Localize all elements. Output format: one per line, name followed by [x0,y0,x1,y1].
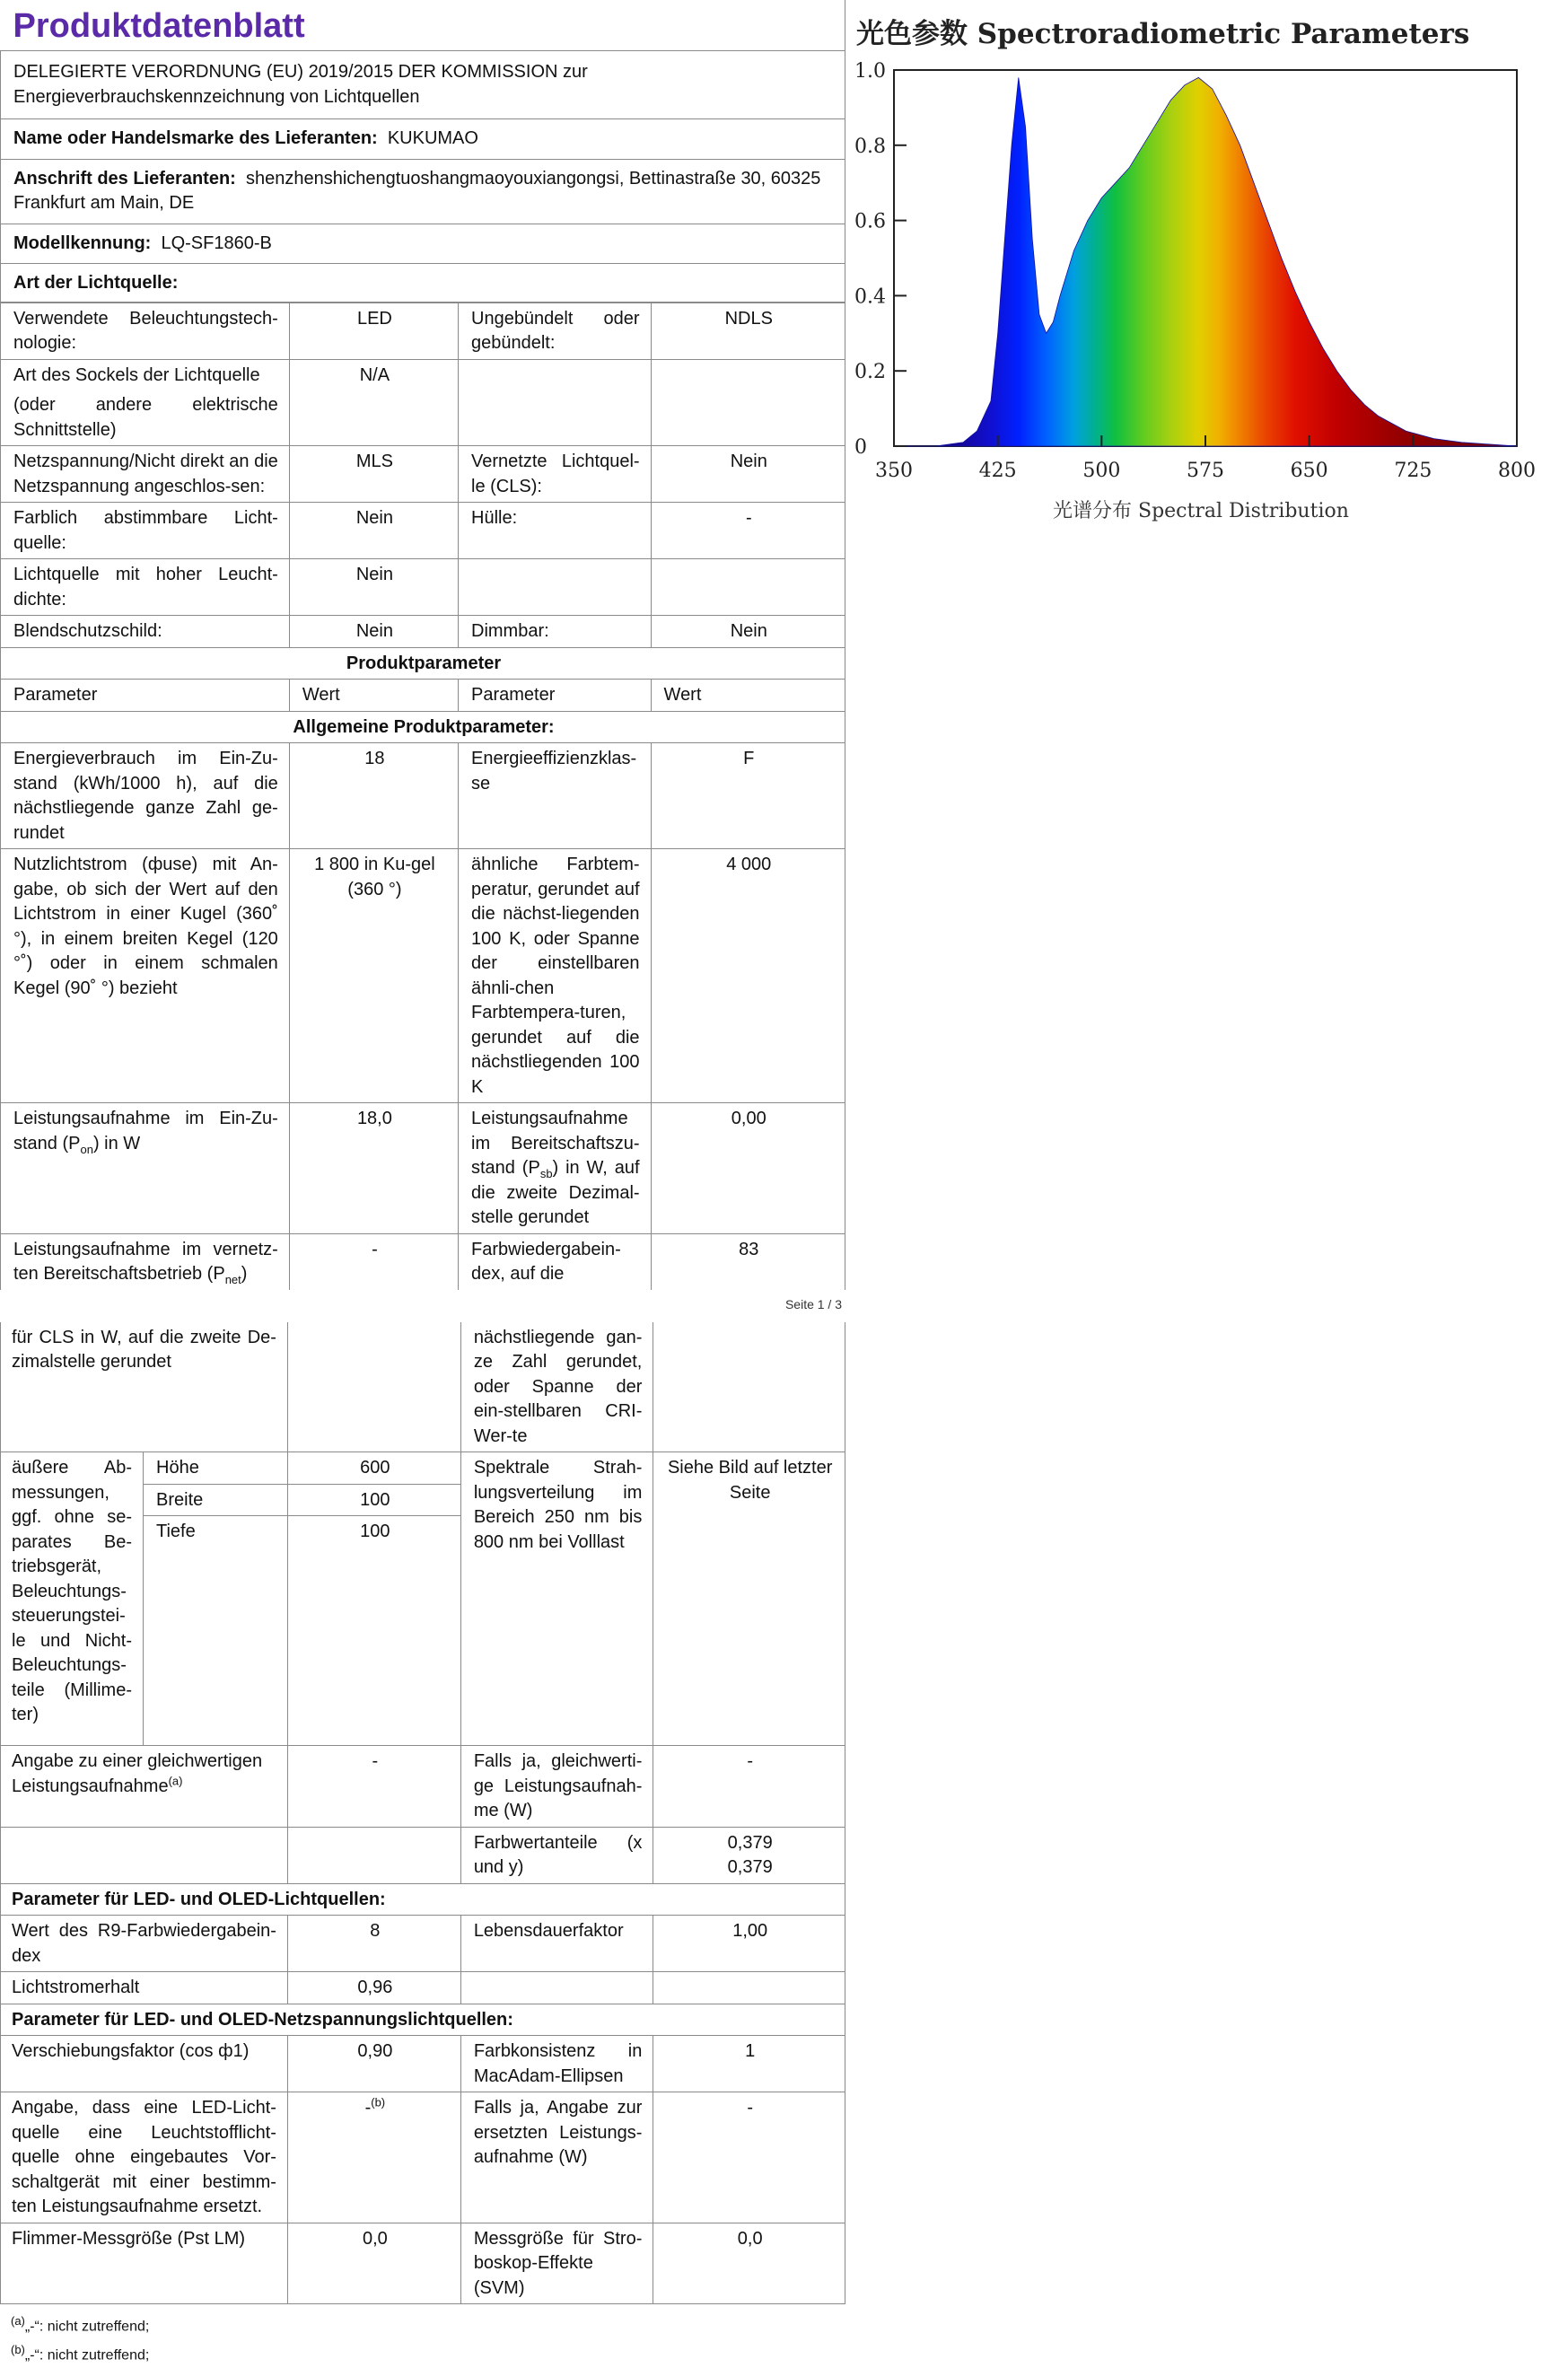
footnote-text: „-“: nicht zutreffend; [24,2347,150,2364]
cell [1,1103,290,1234]
cell-text: Leistungsaufnahme im Ein-Zu-stand (P [13,1109,278,1153]
chart-svg [851,0,1568,561]
cell [653,1827,845,1883]
table-row [1,303,845,359]
spectral-chart [851,0,1568,561]
page-title: Produktdatenblatt [1,0,845,51]
cell: Hülle: [459,503,652,559]
cell: Nein [289,559,458,616]
cell: MLS [289,446,458,503]
cell: F [651,743,845,849]
cell [1,1233,290,1290]
cell-text: Leistungsaufnahme im Bereitschaftszu-stand (P [471,1109,640,1178]
cell-text: ) [241,1264,248,1284]
cell: Dimmbar: [459,616,652,648]
cell: 0,0 [287,2223,460,2304]
y-tick-label: 0.6 [854,210,886,233]
cell-line: (oder andere elektrische Schnittstelle) [13,395,278,440]
cell: Flimmer-Messgröße (Pst LM) [1,2223,288,2304]
cell-text: ) in W, auf die zweite Dezimal-stelle gerundet [471,1158,640,1227]
table-row [1,1972,845,2004]
x-tick-label: 425 [978,460,1017,482]
cell: 100 [287,1484,460,1516]
table-row [1,1233,845,1290]
cell: nächstliegende gan-ze Zahl gerundet, oder Spanne der ein-stellbaren CRI-Wer-te [460,1322,653,1452]
cell: - [653,2092,845,2223]
x-tick-label: 725 [1394,460,1432,482]
x-tick-label: 650 [1290,460,1328,482]
cell: Nein [289,616,458,648]
cell [460,1972,653,2004]
cell: 600 [287,1452,460,1485]
address-row [1,159,845,224]
cell: Nutzlichtstrom (фuse) mit An-gabe, ob sich der Wert auf den Lichtstrom in einer Kugel (360˚ °), in einem breiten Kegel (120 °˚) oder in einem schmalen Kegel (90˚ °) bezieht [1,849,290,1103]
type-heading [1,264,845,303]
cell: Angabe, dass eine LED-Licht-quelle eine Leuchtstofflicht-quelle ohne eingebautes Vor-schaltgerät mit einer bestimm-ten Leistungsaufnahme ersetzt. [1,2092,288,2223]
table-row [1,359,845,446]
cell [287,1827,460,1883]
cell: Nein [651,446,845,503]
cell-text: Angabe zu einer gleichwertigen Leistungsaufnahme [12,1751,263,1796]
table-row [1,616,845,648]
led-heading: Parameter für LED- und OLED-Lichtquellen: [1,1883,845,1916]
cell: Siehe Bild auf letzter Seite [653,1452,845,1746]
cell [287,2092,460,2223]
cell [459,1103,652,1234]
y-tick-label: 0.4 [854,285,886,309]
supplier-value: KUKUMAO [387,128,478,148]
table-row [1,1916,845,1972]
cell: Lichtquelle mit hoher Leucht-dichte: [1,559,290,616]
cell: N/A [289,359,458,446]
table-row [1,2092,845,2223]
cell: NDLS [651,303,845,359]
cell [1,1827,288,1883]
cell [1,359,290,446]
cell: Falls ja, gleichwerti-ge Leistungsaufnah-me (W) [460,1746,653,1828]
cell: 0,00 [651,1103,845,1234]
cell [651,559,845,616]
model-value: LQ-SF1860-B [161,232,272,253]
superscript: (b) [371,2095,386,2109]
table-row [1,1883,845,1916]
subscript: net [224,1273,241,1286]
footnote-b [0,2338,845,2367]
cell [653,1972,845,2004]
supplier-row [1,119,845,160]
column-header: Wert [289,680,458,712]
cell [1,1746,288,1828]
cell: 1 800 in Ku-gel (360 °) [289,849,458,1103]
cell: 0,0 [653,2223,845,2304]
cell: 1 [653,2036,845,2092]
cell: Falls ja, Angabe zur ersetzten Leistungs-aufnahme (W) [460,2092,653,2223]
column-header: Wert [651,680,845,712]
regulation-text: DELEGIERTE VERORDNUNG (EU) 2019/2015 DER KOMMISSION zur Energieverbrauchskennzeichnung von Lichtquellen [1,51,845,119]
mains-heading: Parameter für LED- und OLED-Netzspannungslichtquellen: [1,2004,845,2036]
chart-title: 光色参数 Spectroradiometric Parameters [856,18,1470,50]
cell: Farbkonsistenz in MacAdam-Ellipsen [460,2036,653,2092]
cell: Verwendete Beleuchtungstech-nologie: [1,303,290,359]
cell: 18,0 [289,1103,458,1234]
general-heading: Allgemeine Produktparameter: [1,711,845,743]
cell: Nein [651,616,845,648]
cell: - [289,1233,458,1290]
cell: Farbwiedergabein-dex, auf die [459,1233,652,1290]
footnote-mark: (b) [11,2343,25,2357]
table-row [1,647,845,680]
y-tick-label: 0.8 [854,135,886,158]
table-row [1,1452,845,1485]
cell: 83 [651,1233,845,1290]
subscript: on [80,1142,93,1156]
page-number: Seite 1 / 3 [784,1296,842,1311]
cell: 1,00 [653,1916,845,1972]
params-heading: Produktparameter [1,647,845,680]
cell-line: 0,379 [727,1832,773,1853]
cell [653,1322,845,1452]
cell-text: Leistungsaufnahme im vernetz-ten Bereitschaftsbetrieb (P [13,1239,278,1284]
y-tick-label: 0.2 [854,361,886,384]
cell: Lichtstromerhalt [1,1972,288,2004]
x-tick-label: 350 [875,460,913,482]
table-row [1,1322,845,1452]
table-row [1,2223,845,2304]
cell: LED [289,303,458,359]
spectrum-series [894,77,1517,446]
table-row [1,1103,845,1234]
cell: Tiefe [144,1516,288,1746]
cell: - [653,1746,845,1828]
cell-line: 0,379 [727,1857,773,1877]
cell: für CLS in W, auf die zweite De-zimalstelle gerundet [1,1322,288,1452]
chart-xlabel: 光谱分布 Spectral Distribution [1053,500,1349,522]
cell-line: Art des Sockels der Lichtquelle [13,364,260,385]
table-row [1,1746,845,1828]
cell: - [287,1746,460,1828]
model-row [1,224,845,264]
cell: Wert des R9-Farbwiedergabein-dex [1,1916,288,1972]
supplier-label: Name oder Handelsmarke des Lieferanten: [13,128,378,148]
cell: Energieeffizienzklas-se [459,743,652,849]
cell-text: - [364,2098,372,2118]
params-table-continued [0,1322,845,2305]
column-header-row [1,680,845,712]
cell: Farbwertanteile (x und y) [460,1827,653,1883]
footnote-mark: (a) [11,2314,25,2328]
model-label: Modellkennung: [13,232,152,253]
header-table [0,0,845,303]
x-tick-label: 800 [1498,460,1536,482]
cell: äußere Ab-messungen, ggf. ohne se-parates Be-triebsgerät, Beleuchtungs-steuerungstei-le und Nicht-Beleuchtungs-teile (Millime-ter) [1,1452,144,1746]
superscript: (a) [168,1773,183,1787]
cell: Vernetzte Lichtquel-le (CLS): [459,446,652,503]
x-tick-label: 575 [1187,460,1224,482]
cell: 0,90 [287,2036,460,2092]
table-row [1,446,845,503]
cell: Energieverbrauch im Ein-Zu-stand (kWh/1000 h), auf die nächstliegende ganze Zahl ge-rundet [1,743,290,849]
cell: Ungebündelt oder gebündelt: [459,303,652,359]
subscript: sb [539,1167,553,1180]
type-heading-text: Art der Lichtquelle: [13,273,179,293]
cell: 18 [289,743,458,849]
cell [459,559,652,616]
footnote-a [0,2310,845,2338]
cell-text: ) in W [92,1133,141,1153]
cell: 0,96 [287,1972,460,2004]
cell [287,1322,460,1452]
cell: Nein [289,503,458,559]
cell [459,359,652,446]
cell: Spektrale Strah-lungsverteilung im Bereich 250 nm bis 800 nm bei Volllast [460,1452,653,1746]
address-value: shenzhenshichengtuoshangmaoyouxiangongsi, Bettinastraße 30, 60325 Frankfurt am Main, DE [13,168,821,213]
y-tick-label: 1.0 [854,60,886,83]
column-header: Parameter [1,680,290,712]
table-row [1,2036,845,2092]
table-row [1,849,845,1103]
y-tick-label: 0 [854,436,867,459]
cell: Verschiebungsfaktor (cos ф1) [1,2036,288,2092]
table-row [1,711,845,743]
table-row [1,743,845,849]
cell: 100 [287,1516,460,1746]
footnote-text: „-“: nicht zutreffend; [24,2319,150,2335]
address-label: Anschrift des Lieferanten: [13,168,236,189]
page-break [0,1290,845,1322]
table-row [1,503,845,559]
cell: Messgröße für Stro-boskop-Effekte (SVM) [460,2223,653,2304]
cell: Farblich abstimmbare Licht-quelle: [1,503,290,559]
cell: 4 000 [651,849,845,1103]
table-row [1,2004,845,2036]
cell: ähnliche Farbtem-peratur, gerundet auf die nächst-liegenden 100 K, oder Spanne der einstellbaren ähnli-chen Farbtempera-turen, gerundet auf die nächstliegenden 100 K [459,849,652,1103]
cell: - [651,503,845,559]
type-table [0,303,845,1290]
cell [651,359,845,446]
table-row [1,559,845,616]
column-header: Parameter [459,680,652,712]
cell: Höhe [144,1452,288,1485]
table-row [1,1827,845,1883]
cell: Lebensdauerfaktor [460,1916,653,1972]
cell: Breite [144,1484,288,1516]
cell: Netzspannung/Nicht direkt an die Netzspannung angeschlos-sen: [1,446,290,503]
x-tick-label: 500 [1082,460,1121,482]
cell: Blendschutzschild: [1,616,290,648]
cell: 8 [287,1916,460,1972]
